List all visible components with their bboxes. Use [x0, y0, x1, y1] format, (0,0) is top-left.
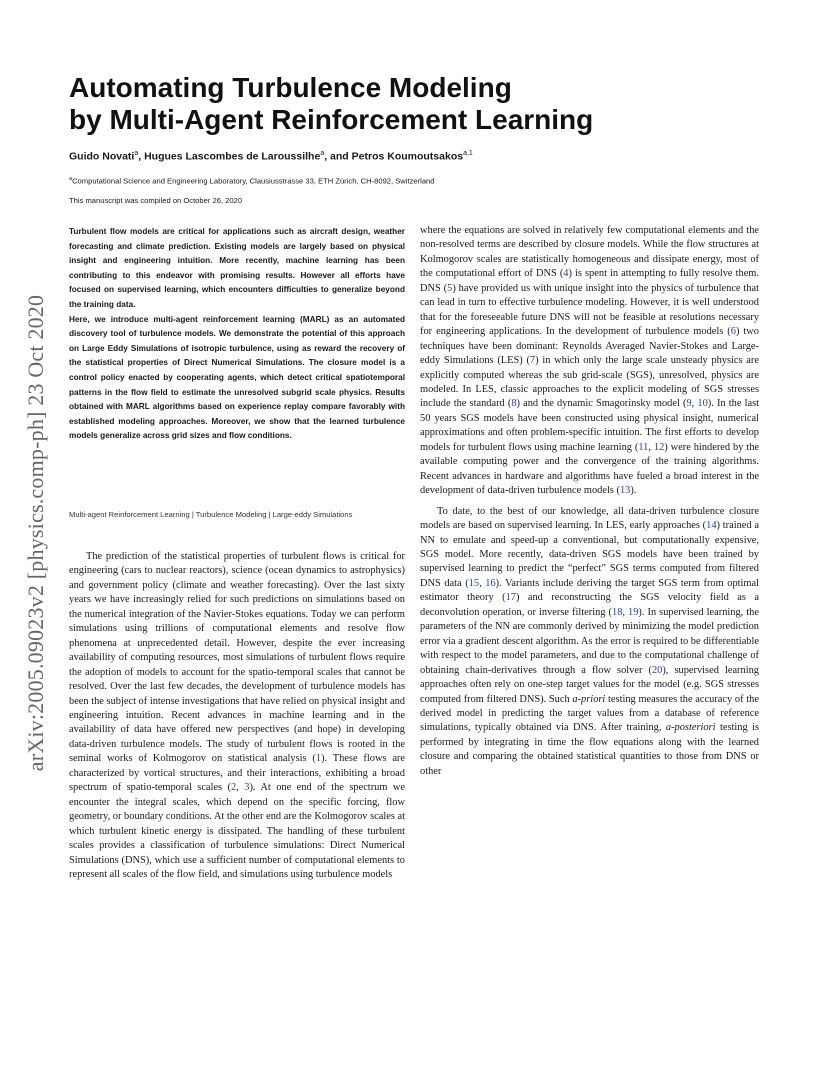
body-text: ). In supervised learning, the parameters of the NN are commonly derived by minimizing the model prediction error via a gradient descent algorithm. As the error is required to be differentiable with respect to the model parameters, and due to the computational challenge of obtaining chain-derivatives through a flow solver ( [420, 606, 759, 676]
body-text: ) were hindered by the available computing power and the convergence of the training algorithms. Recent advances in hardware and algorithms have fueled a broad interest in the development of data-driven turbulence models ( [420, 441, 759, 497]
compile-date: This manuscript was compiled on October 26, 2020 [69, 196, 243, 205]
body-text: testing measures the accuracy of the derived model in predicting the target values from a database of reference simulations, typically obtained via DNS. After training, [420, 693, 759, 734]
abstract [69, 225, 405, 444]
body-text: ). At one end of the spectrum we encounter the integral scales, which depend on the specific forcing, flow geometry, or boundary conditions. At the other end are the Kolmogorov scales at which turbulent kinetic energy is dissipated. The handling of these turbulent scales provides a classification of turbulence simulations: Direct Numerical Simulations (DNS), which use a sufficient number of computational elements to represent all scales of the flow field, and simulations using turbulence models [69, 782, 405, 880]
arxiv-sidebar [6, 238, 66, 828]
citation-link[interactable]: 20 [651, 664, 663, 676]
title-line-1: Automating Turbulence Modeling [69, 72, 512, 103]
citation-link[interactable]: 5 [447, 282, 453, 294]
body-text: ) and reconstructing the SGS velocity field as a deconvolution operation, or inverse filtering ( [420, 592, 759, 618]
emphasis-term: a-posteriori [665, 722, 716, 734]
abstract-paragraph-2: Here, we introduce multi-agent reinforcement learning (MARL) as an automated discovery tool of turbulence models. We demonstrate the potential of this approach on Large Eddy Simulations of isotropic turbulence, using as reward the recovery of the statistical properties of Direct Numerical Simulations. The closure model is a control policy enacted by cooperating agents, which detect critical spatiotemporal patterns in the flow field to estimate the unresolved subgrid scale physics. Results obtained with MARL algorithms based on experience replay compare favorably with established modeling approaches. Moreover, we show that the learned turbulence models generalize across grid sizes and flow conditions. [69, 314, 405, 441]
body-text: ). Variants include deriving the target SGS term from optimal estimator theory ( [420, 577, 760, 604]
body-text: ) and the dynamic Smagorinsky model ( [516, 398, 687, 410]
body-text: , [479, 577, 486, 589]
author-separator: , [138, 150, 145, 163]
body-text: The prediction of the statistical properties of turbulent flows is critical for engineering (cars to nuclear reactors), science (ocean dynamics to astrophysics) and government policy (climate and weather forecasting). Over the last sixty years we have increasingly relied for such predictions on simulations based on the numerical integration of the Navier-Stokes equations. Today we can perform simulations using trillions of computational elements and resolve flow phenomena at unprecedented detail. However, despite the ever increasing availability of computing resources, most simulations of turbulent flows require the adoption of models to account for the spatio-temporal scales that cannot be resolved. Over the last few decades, the development of turbulence models has been the subject of intense investigations that have relied on physical insight and engineering intuition. Recent advances in machine learning and in the availability of data have offered new perspectives (and hope) in developing data-driven turbulence models. The study of turbulent flows is rooted in the seminal works of Kolmogorov on statistical analysis ( [69, 551, 405, 765]
citation-link[interactable]: 14 [706, 520, 717, 532]
author-list [69, 150, 769, 163]
paper-title [69, 72, 769, 136]
affiliation-mark: a [69, 176, 73, 182]
citation-link[interactable]: 10 [697, 398, 708, 410]
body-paragraph [420, 505, 759, 780]
emphasis-term: a-priori [572, 693, 606, 705]
author-name: Guido Novati [69, 150, 135, 163]
keywords: Multi-agent Reinforcement Learning | Turbulence Modeling | Large-eddy Simulations [69, 510, 353, 519]
citation-link[interactable]: 4 [563, 268, 569, 280]
citation-link[interactable]: 1 [315, 753, 322, 765]
body-text: To date, to the best of our knowledge, all data-driven turbulence closure models are based on supervised learning. In LES, early approaches ( [420, 505, 759, 532]
citation-link[interactable]: 17 [505, 592, 516, 604]
body-text: testing is performed by integrating in time the flow equations along with the learned closure and comparing the obtained statistical quantities to those from DNS or other [420, 722, 759, 777]
affiliation [69, 176, 769, 186]
body-text: , [236, 782, 245, 794]
author-separator: , and [324, 150, 352, 163]
body-text: ). [630, 485, 637, 497]
body-text: ) is spent in attempting to fully resolve them. DNS ( [420, 268, 759, 294]
body-text: , [648, 441, 654, 453]
arxiv-identifier: arXiv:2005.09023v2 [physics.comp-ph] 23 Oct 2020 [23, 294, 48, 772]
author-affiliation-mark: a [320, 150, 325, 157]
author-affiliation-mark: a,1 [463, 150, 473, 157]
body-column-left [69, 550, 405, 882]
author-name: Hugues Lascombes de Laroussilhe [144, 150, 321, 163]
citation-link[interactable]: 16 [485, 577, 496, 589]
citation-link[interactable]: 11 [638, 441, 649, 453]
citation-link[interactable]: 18 [612, 606, 623, 618]
citation-link[interactable]: 15 [468, 577, 480, 589]
body-text: , [622, 606, 629, 618]
title-line-2: by Multi-Agent Reinforcement Learning [69, 104, 594, 135]
abstract-paragraph-1: Turbulent flow models are critical for applications such as aircraft design, weather forecasting and climate prediction. Existing models are largely based on physical insight and engineering intuition. More recently, machine learning has been contributing to this endeavor with promising results. However all efforts have focused on supervised learning, which encounters difficulties to generalize beyond the training data. [69, 227, 405, 309]
body-text: ). In the last 50 years SGS models have been constructed using physical insight, numerical approximations and often problem-specific intuition. The first efforts to develop models for turbulent flows using machine learning ( [420, 398, 760, 453]
body-text: where the equations are solved in relatively few computational elements and the non-resolved terms are described by closure models. While the flow structures at Kolmogorov scales are statistically homogeneous and dissipate energy, most of the computational effort of DNS ( [420, 225, 759, 280]
body-paragraph [420, 224, 759, 499]
author-affiliation-mark: a [134, 150, 139, 157]
affiliation-text: Computational Science and Engineering Laboratory, Clausiusstrasse 33, ETH Zürich, CH-8092, Switzerland [72, 176, 435, 186]
citation-link[interactable]: 9 [686, 398, 692, 410]
citation-link[interactable]: 13 [619, 485, 631, 497]
citation-link[interactable]: 6 [730, 326, 736, 338]
body-text: , [691, 398, 698, 410]
body-text: ) trained a NN to emulate and speed-up a conventional, but computationally expensive, SGS model. More recently, data-driven SGS models have been trained by supervised learning to predict the “perfect” SGS terms computed from filtered DNS data ( [420, 520, 759, 589]
citation-link[interactable]: 3 [244, 782, 250, 794]
author-name: Petros Koumoutsakos [351, 150, 464, 163]
citation-link[interactable]: 8 [511, 398, 517, 410]
body-text: ) have provided us with unique insight into the physics of turbulence that can lead in turn to effective turbulence modeling. However, it is well understood that for the foreseeable future DNS will not be feasible at resolutions necessary for engineering applications. In the development of turbulence models ( [420, 282, 759, 338]
body-text: ), supervised learning approaches often rely on one-step target values for the model (e.g. SGS stresses computed from filtered DNS). Such [420, 664, 759, 705]
citation-link[interactable]: 2 [231, 782, 237, 794]
body-text: ) two techniques have been dominant: Reynolds Averaged Navier-Stokes and Large-eddy Simulations (LES) ( [420, 326, 759, 367]
body-paragraph [69, 550, 405, 882]
body-text: ). These flows are characterized by vortical structures, and their interactions, exhibiting a broad spectrum of spatio-temporal scales ( [69, 753, 406, 794]
body-column-right [420, 224, 759, 779]
citation-link[interactable]: 7 [529, 355, 536, 367]
citation-link[interactable]: 19 [628, 606, 639, 618]
citation-link[interactable]: 12 [653, 441, 665, 453]
body-text: ) in which only the large scale unsteady physics are explicitly computed whereas the sub grid-scale (SGS), unresolved, physics are modeled. In LES, classic approaches to the explicit modeling of SGS stresses include the standard ( [420, 355, 759, 410]
